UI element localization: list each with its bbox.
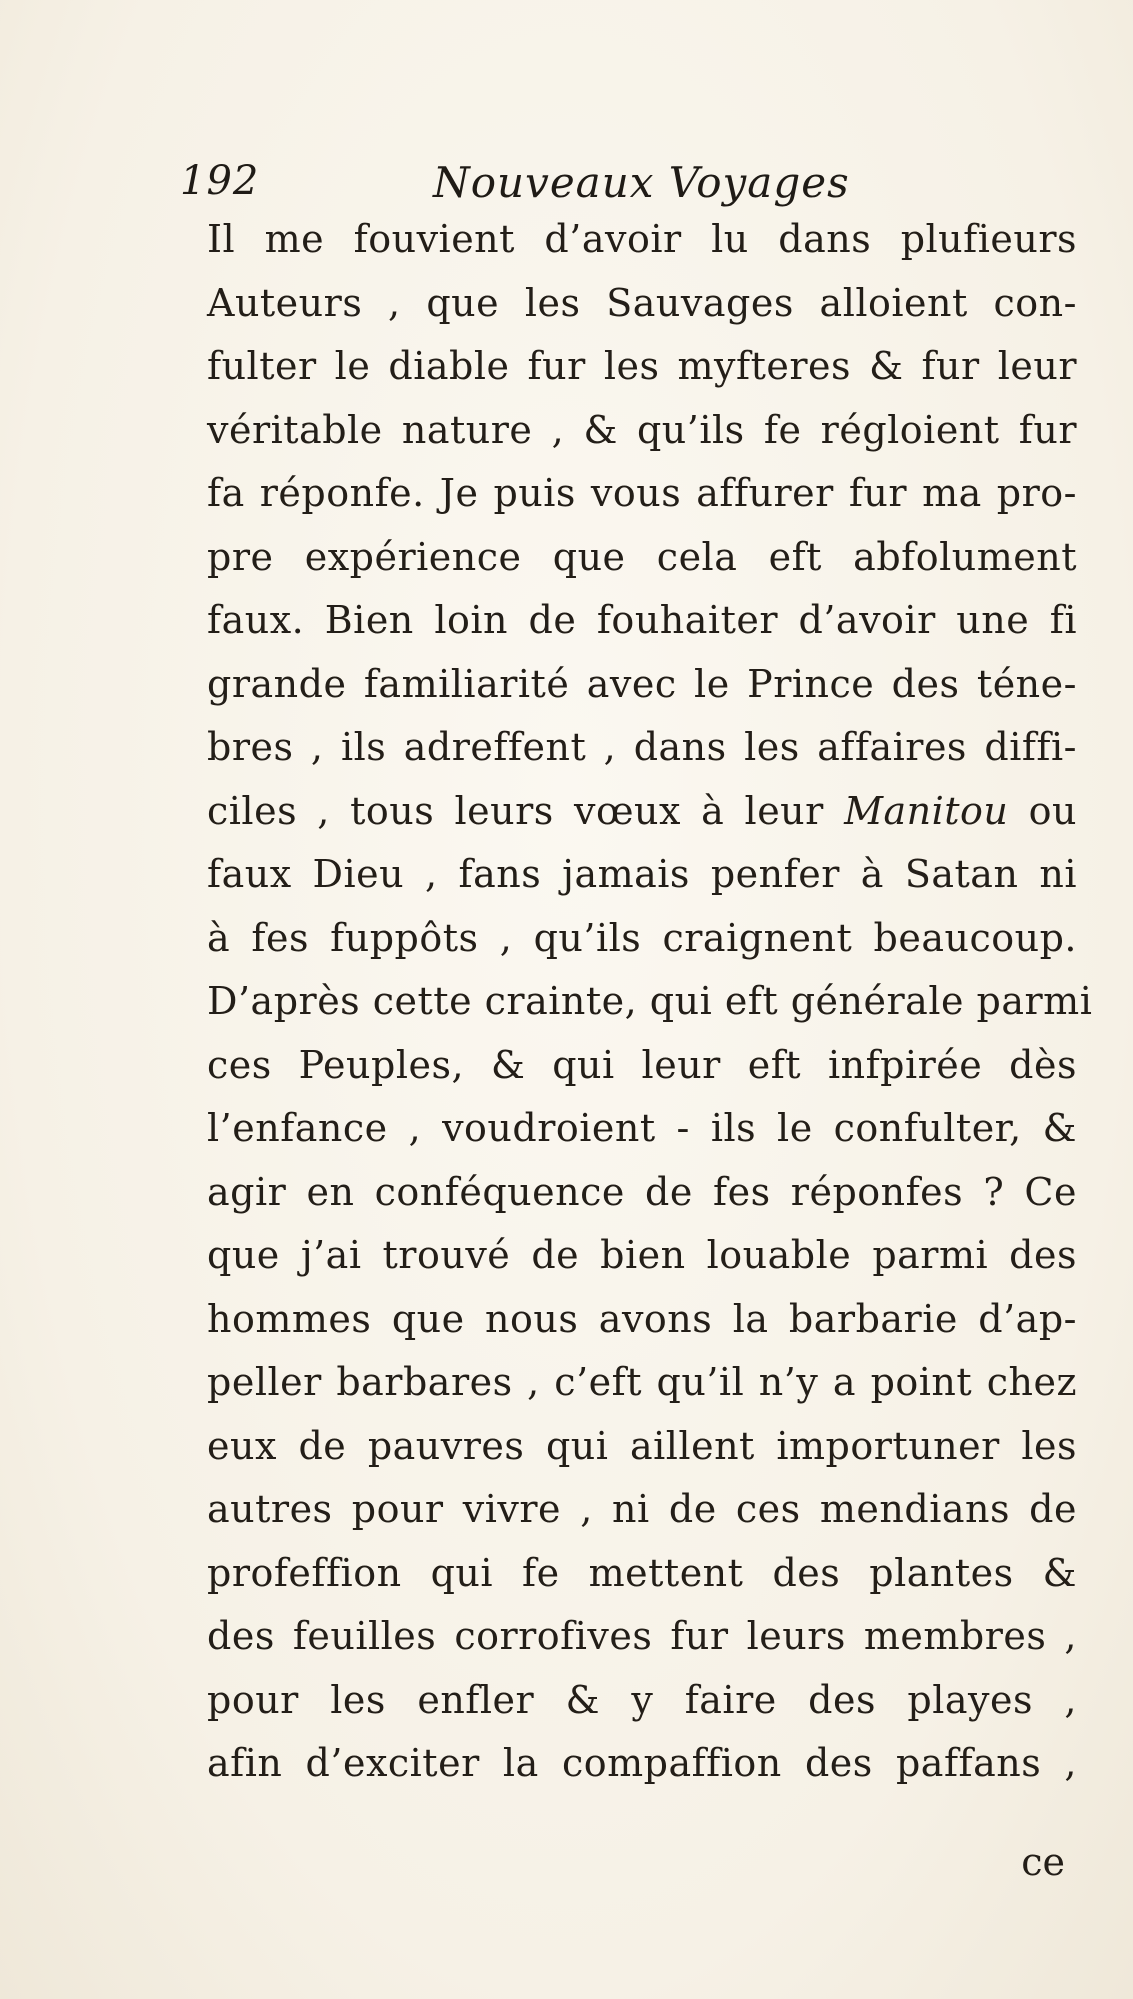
text-line: hommes que nous avons la barbarie d’ap-	[207, 1296, 1077, 1341]
text-line: à fes fuppôts , qu’ils craignent beaucoup.	[207, 915, 1077, 960]
text-line: faux. Bien loin de fouhaiter d’avoir une fi	[207, 598, 1077, 642]
text-line: pour les enfler & y faire des playes ,	[207, 1677, 1077, 1722]
italic-word: Manitou	[844, 788, 1009, 833]
text-line: peller barbares , c’eft qu’il n’y a point chez	[207, 1360, 1077, 1404]
text-line: Auteurs , que les Sauvages alloient con-	[207, 280, 1077, 325]
text-line: des feuilles corrofives fur leurs membres ,	[207, 1614, 1077, 1658]
text-line-with-italic	[207, 780, 1077, 844]
text-line: profeffion qui fe mettent des plantes &	[207, 1550, 1077, 1595]
text-line: l’enfance , voudroient - ils le confulter, &	[207, 1106, 1077, 1150]
text-line: faux Dieu , fans jamais penfer à Satan ni	[207, 852, 1077, 896]
text-line: ces Peuples, & qui leur eft infpirée dès	[207, 1042, 1077, 1087]
catchword: ce	[1021, 1840, 1065, 1884]
text-line: pre expérience que cela eft abfolument	[207, 534, 1077, 579]
text-line: Il me fouvient d’avoir lu dans plufieurs	[207, 217, 1077, 261]
text-line: afin d’exciter la compaffion des paffans ,	[207, 1741, 1077, 1785]
text-line: D’après cette crainte, qui eft générale parmi	[207, 979, 1093, 1023]
text-line: fulter le diable fur les myfteres & fur leur	[207, 344, 1077, 388]
text-line-end: ou	[1028, 788, 1077, 833]
page-number: 192	[180, 158, 260, 204]
text-line: que j’ai trouvé de bien louable parmi des	[207, 1233, 1077, 1277]
text-line: grande familiarité avec le Prince des téne-	[207, 661, 1077, 706]
running-title: Nouveaux Voyages	[433, 158, 850, 207]
text-line-start: ciles , tous leurs vœux à leur	[207, 788, 824, 833]
body-text	[207, 208, 1093, 1796]
text-line: autres pour vivre , ni de ces mendians de	[207, 1487, 1077, 1531]
text-line: fa réponfe. Je puis vous affurer fur ma pro-	[207, 471, 1077, 515]
text-line: agir en conféquence de fes réponfes ? Ce	[207, 1169, 1077, 1214]
text-line: véritable nature , & qu’ils fe régloient fur	[207, 407, 1077, 452]
text-line: bres , ils adreffent , dans les affaires diffi-	[207, 725, 1077, 769]
text-line: eux de pauvres qui aillent importuner les	[207, 1423, 1077, 1468]
